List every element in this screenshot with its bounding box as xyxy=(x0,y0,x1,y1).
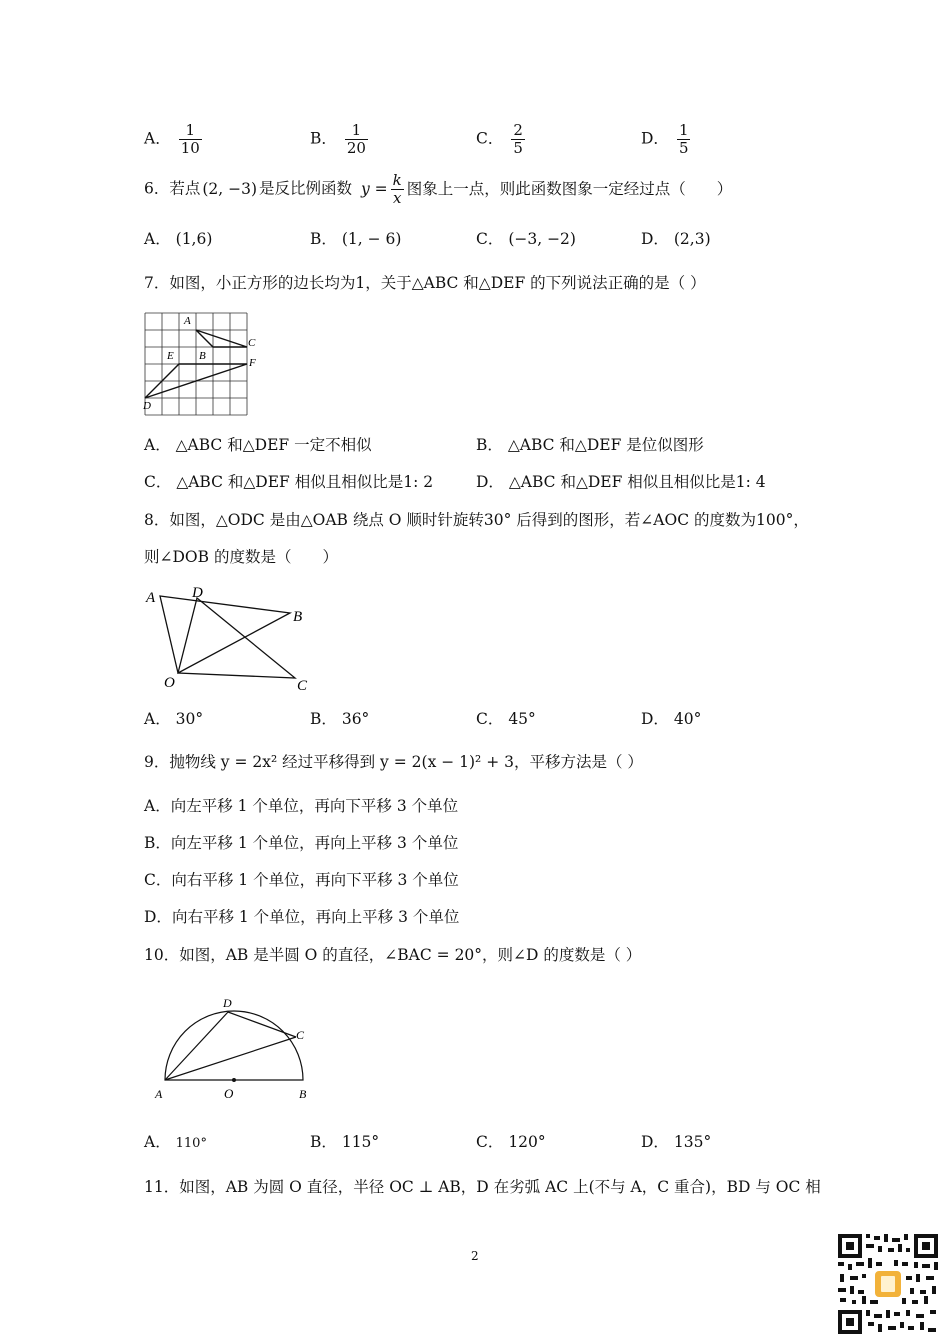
q8-label-a: A xyxy=(146,590,156,606)
q6-option-a: A． (1,6) xyxy=(144,230,213,248)
q7-label-d: D xyxy=(143,400,151,412)
q8-label-c: C xyxy=(297,678,308,694)
q7-label-f: F xyxy=(249,357,256,369)
q7-label-c: C xyxy=(248,337,256,349)
q9-option-b: B．向左平移 1 个单位，再向上平移 3 个单位 xyxy=(144,834,459,852)
q8-option-b: B． 36° xyxy=(310,710,370,728)
q7-stem: 7．如图，小正方形的边长均为1，关于△ABC 和△DEF 的下列说法正确的是（ ） xyxy=(144,274,706,292)
q8-label-o: O xyxy=(164,675,175,691)
q11-stem: 11．如图，AB 为圆 O 直径，半径 OC ⊥ AB，D 在劣弧 AC 上(不与 A，C 重合)，BD 与 OC 相 xyxy=(144,1178,821,1196)
q8-option-a: A． 30° xyxy=(144,710,204,728)
q10-stem: 10．如图，AB 是半圆 O 的直径，∠BAC = 20°，则∠D 的度数是（ ） xyxy=(144,946,642,964)
q8-stem-line2: 则∠DOB 的度数是（ ） xyxy=(144,548,338,566)
q10-option-b: B． 115° xyxy=(310,1133,380,1151)
q9-option-c: C．向右平移 1 个单位，再向下平移 3 个单位 xyxy=(144,871,459,889)
q10-semicircle-figure xyxy=(150,990,320,1105)
q8-stem-line1: 8．如图，△ODC 是由△OAB 绕点 O 顺时针旋转30° 后得到的图形，若∠AOC 的度数为100°， xyxy=(144,511,809,529)
q7-option-b: B． △ABC 和△DEF 是位似图形 xyxy=(476,436,704,454)
q6-point: (2, −3) xyxy=(202,179,258,198)
q10-option-d: D． 135° xyxy=(641,1133,712,1151)
q5-option-a: A． $\frac{1}{10}$ xyxy=(144,121,200,157)
q8-option-d: D． 40° xyxy=(641,710,702,728)
q8-rotation-figure xyxy=(140,580,320,695)
q8-option-c: C． 45° xyxy=(476,710,536,728)
q7-label-e: E xyxy=(167,350,174,362)
q9-option-a: A．向左平移 1 个单位，再向下平移 3 个单位 xyxy=(144,797,459,815)
q7-option-d: D． △ABC 和△DEF 相似且相似比是1: 4 xyxy=(476,473,766,491)
q10-label-d: D xyxy=(223,996,232,1010)
q9-option-d: D．向右平移 1 个单位，再向上平移 3 个单位 xyxy=(144,908,460,926)
q6-stem: 6．若点 (2, −3) 是反比例函数 y = $\frac{k}{x}$ 图象上一点，则此函数图象一定经过点（ ） xyxy=(144,171,733,207)
q6-option-c: C． (−3, −2) xyxy=(476,230,576,248)
q7-option-a: A． △ABC 和△DEF 一定不相似 xyxy=(144,436,372,454)
q5-option-c: C． $\frac{2}{5}$ xyxy=(476,121,523,157)
q7-label-b: B xyxy=(199,350,206,362)
q5-option-d: D． $\frac{1}{5}$ xyxy=(641,121,689,157)
q10-option-c: C． 120° xyxy=(476,1133,546,1151)
q6-option-b: B． (1, − 6) xyxy=(310,230,402,248)
q10-label-o: O xyxy=(224,1086,234,1101)
qr-code xyxy=(836,1232,940,1336)
q10-label-b: B xyxy=(299,1087,307,1101)
q10-label-a: A xyxy=(155,1087,163,1101)
q10-label-c: C xyxy=(296,1028,305,1042)
q7-option-c: C． △ABC 和△DEF 相似且相似比是1: 2 xyxy=(144,473,434,491)
q8-label-d: D xyxy=(192,585,203,601)
q5-option-b: B． $\frac{1}{20}$ xyxy=(310,121,366,157)
page-number: 2 xyxy=(471,1249,479,1263)
q10-option-a: A． 110° xyxy=(144,1133,207,1151)
q7-grid-figure xyxy=(140,308,265,418)
q6-option-d: D． (2,3) xyxy=(641,230,711,248)
q7-label-a: A xyxy=(184,315,191,327)
q8-label-b: B xyxy=(293,609,303,625)
q9-stem: 9．抛物线 y = 2x² 经过平移得到 y = 2(x − 1)² + 3，平移方法是（ ） xyxy=(144,753,643,771)
